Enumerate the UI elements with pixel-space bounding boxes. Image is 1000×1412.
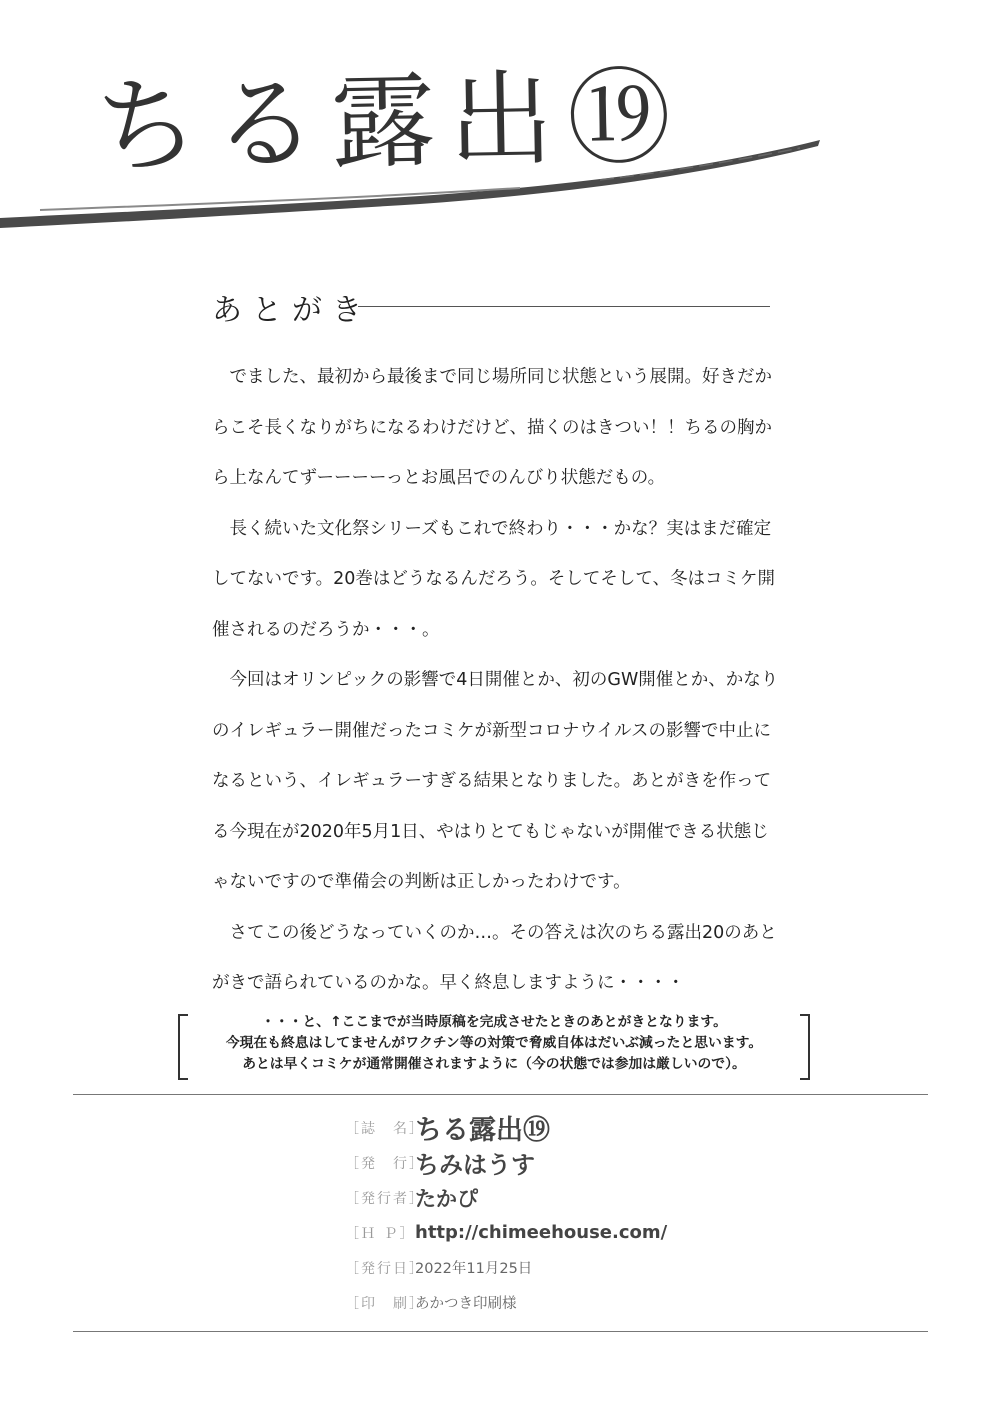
afterword-paragraph: 長く続いた文化祭シリーズもこれで終わり・・・かな？実はまだ確定してないです。20巻はどうなるんだろう。そしてそして、冬はコミケ開催されるのだろうか・・・。	[212, 518, 776, 640]
heading-rule	[358, 306, 770, 307]
postscript-note	[178, 1012, 810, 1078]
colophon-row-publisher	[345, 1145, 825, 1180]
note-line: あとは早くコミケが通常開催されますように（今の状態では参加は厳しいので）。	[242, 1056, 746, 1072]
colophon-label: ［発行日］	[345, 1260, 425, 1277]
colophon-bottom-rule	[73, 1331, 928, 1332]
colophon-row-title	[345, 1110, 825, 1145]
colophon-row-issuer	[345, 1180, 825, 1215]
printer-name: あかつき印刷様	[415, 1296, 517, 1312]
afterword-paragraph: さてこの後どうなっていくのか…。その答えは次のちる露出20のあとがきで語られているのかな。早く終息しますように・・・・	[212, 922, 777, 993]
afterword-paragraph: 今回はオリンピックの影響で4日開催とか、初のGW開催とか、かなりのイレギュラー開催だったコミケが新型コロナウイルスの影響で中止になるという、イレギュラーすぎる結果となりました。あとがきを作ってる今現在が2020年5月1日、やはりとてもじゃないが開催できる状態じゃないですので準備会の判断は正しかったわけです。	[212, 670, 779, 892]
note-line: ・・・と、↑ここまでが当時原稿を完成させたときのあとがきとなります。	[261, 1014, 727, 1030]
publication-title: ちる露出⑲	[415, 1115, 550, 1146]
colophon-label: ［印 刷］	[345, 1295, 425, 1312]
big-title: ちる露出⑲	[93, 55, 687, 189]
afterword-heading: あとがき	[212, 293, 372, 328]
colophon-row-printer	[345, 1285, 825, 1320]
brush-stroke-decoration	[0, 140, 1000, 240]
publisher-name: ちみはうす	[415, 1151, 535, 1179]
colophon-row-date	[345, 1250, 825, 1285]
issue-date: 2022年11月25日	[415, 1261, 533, 1277]
note-line: 今現在も終息はしてませんがワクチン等の対策で脅威自体はだいぶ減ったと思います。	[225, 1035, 763, 1051]
afterword-body	[212, 352, 782, 1009]
colophon-label: ［Ｈ Ｐ］	[345, 1225, 416, 1242]
colophon-label: ［誌 名］	[345, 1120, 425, 1137]
colophon-top-rule	[73, 1094, 928, 1095]
colophon-row-hp	[345, 1215, 825, 1250]
homepage-link[interactable]: http://chimeehouse.com/	[415, 1222, 668, 1243]
colophon-label: ［発 行］	[345, 1155, 425, 1172]
afterword-paragraph: でました、最初から最後まで同じ場所同じ状態という展開。好きだからこそ長くなりがちになるわけだけど、描くのはきつい！！ちるの胸から上なんてずーーーーっとお風呂でのんびり状態だもの。	[212, 367, 772, 488]
colophon	[345, 1110, 825, 1320]
colophon-label: ［発行者］	[345, 1190, 425, 1207]
issuer-name: たかぴ	[415, 1186, 478, 1211]
